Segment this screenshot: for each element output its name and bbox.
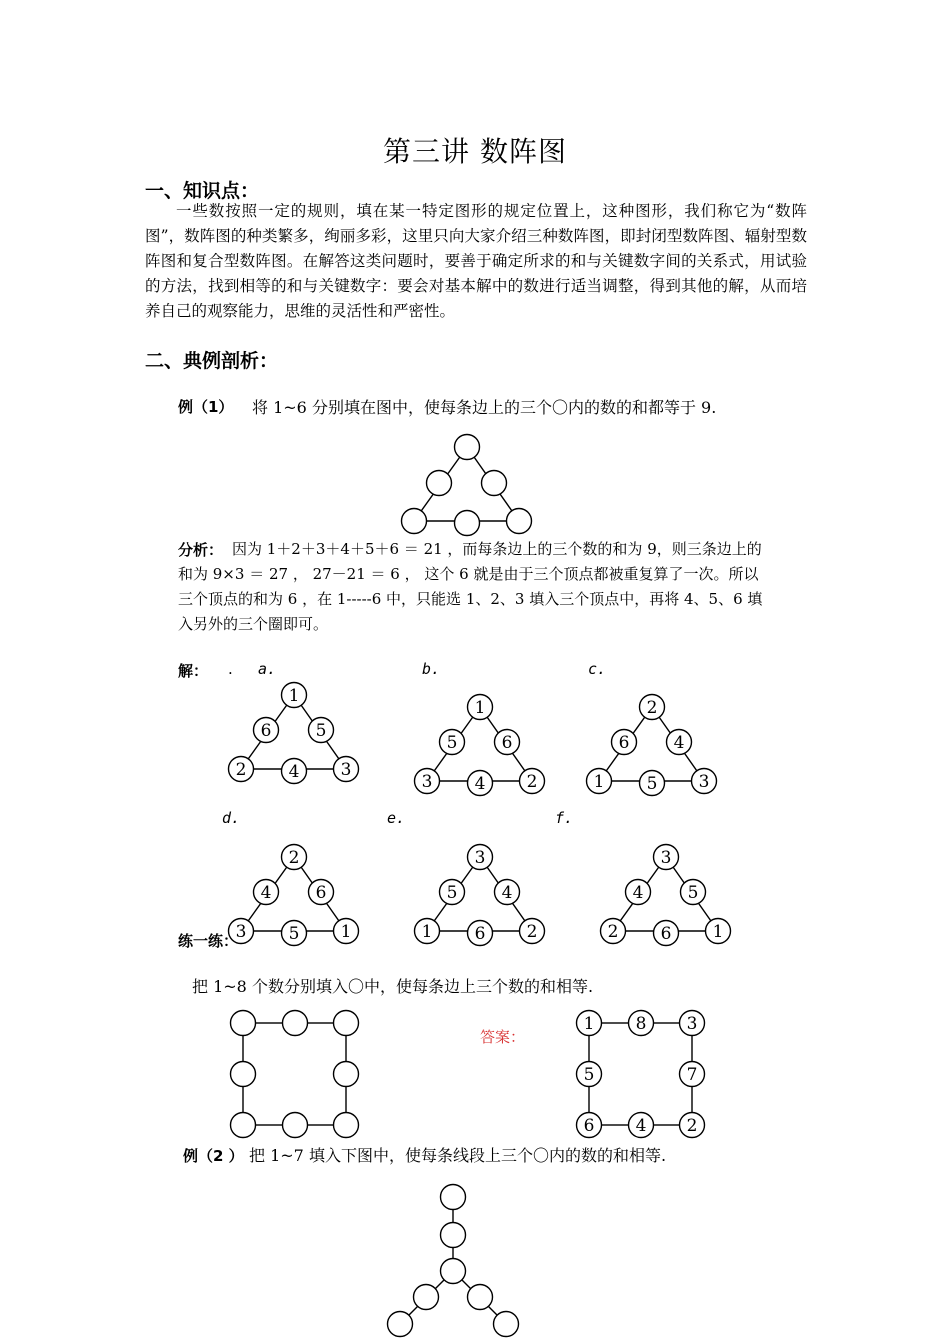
number-circle — [681, 880, 706, 905]
number-circle — [229, 757, 254, 782]
svg-text:2: 2 — [607, 922, 619, 942]
svg-text:1: 1 — [712, 922, 724, 942]
svg-text:1: 1 — [474, 698, 486, 718]
number-circle — [692, 769, 717, 794]
svg-text:6: 6 — [660, 924, 672, 944]
answer-number-circle — [680, 1113, 705, 1138]
svg-text:1: 1 — [593, 772, 605, 792]
example2-label: 例（2 ） — [183, 1147, 244, 1165]
solution-tag-a: a. — [258, 660, 277, 678]
svg-text:3: 3 — [698, 772, 710, 792]
svg-text:6: 6 — [260, 721, 272, 741]
number-circle — [440, 730, 465, 755]
svg-text:5: 5 — [446, 733, 458, 753]
solution-tag-c: c. — [588, 660, 607, 678]
svg-text:1: 1 — [340, 922, 352, 942]
number-circle — [282, 921, 307, 946]
practice-label: 练一练： — [178, 932, 239, 950]
number-circle — [495, 730, 520, 755]
svg-text:8: 8 — [635, 1014, 647, 1034]
answer-number-circle — [629, 1011, 654, 1036]
number-circle — [640, 695, 665, 720]
svg-text:3: 3 — [340, 760, 352, 780]
answer-square-diagram — [570, 1004, 715, 1144]
number-circle — [706, 919, 731, 944]
number-circle — [309, 718, 334, 743]
practice-text: 把 1~8 个数分别填入〇中，使每条边上三个数的和相等. — [192, 977, 594, 996]
svg-text:2: 2 — [526, 772, 538, 792]
number-circle — [254, 880, 279, 905]
number-circle — [601, 919, 626, 944]
svg-text:5: 5 — [288, 924, 300, 944]
svg-text:5: 5 — [646, 774, 658, 794]
knowledge-paragraph — [145, 199, 807, 324]
analysis-line-4: 入另外的三个圈即可。 — [178, 615, 329, 633]
svg-text:3: 3 — [235, 922, 247, 942]
number-circle — [254, 718, 279, 743]
practice-square-diagram — [224, 1004, 369, 1144]
answer-number-circle — [680, 1011, 705, 1036]
example2-radial-diagram — [380, 1176, 530, 1342]
analysis-line-2: 和为 9×3 ＝ 27 ， 27－21 ＝ 6 ， 这个 6 就是由于三个顶点都被重复算了一次。所以 — [178, 565, 759, 583]
svg-text:3: 3 — [421, 772, 433, 792]
svg-text:2: 2 — [288, 848, 300, 868]
number-circle — [626, 880, 651, 905]
section-heading-examples: 二、典例剖析： — [145, 350, 279, 372]
svg-text:5: 5 — [687, 883, 699, 903]
svg-text:4: 4 — [632, 883, 644, 903]
svg-text:6: 6 — [474, 924, 486, 944]
answer-number-circle — [577, 1011, 602, 1036]
solution-triangle-a — [222, 680, 367, 790]
number-circle — [654, 845, 679, 870]
number-circle — [468, 695, 493, 720]
svg-text:5: 5 — [315, 721, 327, 741]
svg-text:6: 6 — [501, 733, 513, 753]
analysis-line-1: 因为 1＋2＋3＋4＋5＋6 ＝ 21 ，而每条边上的三个数的和为 9，则三条边上的 — [232, 540, 762, 558]
answer-number-circle — [680, 1062, 705, 1087]
svg-text:6: 6 — [618, 733, 630, 753]
example1-triangle-diagram — [395, 430, 540, 540]
svg-text:4: 4 — [673, 733, 685, 753]
svg-text:5: 5 — [446, 883, 458, 903]
number-circle — [415, 919, 440, 944]
svg-text:4: 4 — [260, 883, 272, 903]
svg-text:2: 2 — [686, 1116, 698, 1136]
answer-number-circle — [577, 1062, 602, 1087]
analysis-label: 分析： — [178, 541, 224, 559]
svg-text:6: 6 — [315, 883, 327, 903]
svg-text:4: 4 — [288, 762, 300, 782]
solution-tag-d: d. — [222, 809, 241, 827]
svg-text:3: 3 — [660, 848, 672, 868]
number-circle — [309, 880, 334, 905]
svg-text:6: 6 — [583, 1116, 595, 1136]
solution-triangle-b — [408, 692, 553, 802]
number-circle — [520, 769, 545, 794]
knowledge-text: 一些数按照一定的规则，填在某一特定图形的规定位置上，这种图形，我们称它为“数阵图”，数阵图的种类繁多，绚丽多彩，这里只向大家介绍三种数阵图，即封闭型数阵图、辐射型数阵图和复合型数阵图。在解答这类问题时，要善于确定所求的和与关键数字间的关系式，用试验的方法，找到相等的和与关键数字：要会对基本解中的数进行适当调整，得到其他的解，从而培养自己的观察能力，思维的灵活性和严密性。 — [145, 202, 807, 320]
svg-text:5: 5 — [583, 1065, 595, 1085]
example1-text: 将 1~6 分别填在图中，使每条边上的三个〇内的数的和都等于 9. — [252, 398, 717, 417]
analysis-line-3: 三个顶点的和为 6 ，在 1-----6 中，只能选 1、2、3 填入三个顶点中，再将 4、5、6 填 — [178, 590, 763, 608]
solution-tag-b: b. — [422, 660, 441, 678]
svg-text:1: 1 — [421, 922, 433, 942]
example1-label: 例（1） — [178, 398, 234, 416]
svg-text:1: 1 — [583, 1014, 595, 1034]
number-circle — [282, 759, 307, 784]
answer-label: 答案： — [480, 1028, 526, 1046]
number-circle — [334, 757, 359, 782]
number-circle — [495, 880, 520, 905]
svg-text:7: 7 — [686, 1065, 698, 1085]
answer-number-circle — [629, 1113, 654, 1138]
number-circle — [282, 683, 307, 708]
solution-triangle-d — [222, 842, 367, 952]
number-circle — [415, 769, 440, 794]
number-circle — [468, 845, 493, 870]
svg-text:1: 1 — [288, 686, 300, 706]
answer-number-circle — [577, 1113, 602, 1138]
number-circle — [468, 771, 493, 796]
svg-text:2: 2 — [646, 698, 658, 718]
number-circle — [667, 730, 692, 755]
solution-label: 解： — [178, 662, 209, 680]
solution-triangle-f — [594, 842, 739, 952]
number-circle — [440, 880, 465, 905]
number-circle — [282, 845, 307, 870]
svg-text:2: 2 — [235, 760, 247, 780]
svg-text:4: 4 — [635, 1116, 647, 1136]
number-circle — [640, 771, 665, 796]
number-circle — [654, 921, 679, 946]
number-circle — [612, 730, 637, 755]
page-title: 第三讲 数阵图 — [383, 135, 567, 168]
solution-tag-f: f. — [555, 809, 574, 827]
solution-triangle-c — [580, 692, 725, 802]
example2-text: 把 1~7 填入下图中，使每条线段上三个〇内的数的和相等. — [249, 1146, 667, 1165]
number-circle — [334, 919, 359, 944]
solution-triangle-e — [408, 842, 553, 952]
number-circle — [468, 921, 493, 946]
svg-text:3: 3 — [474, 848, 486, 868]
svg-text:3: 3 — [686, 1014, 698, 1034]
svg-text:4: 4 — [474, 774, 486, 794]
svg-text:4: 4 — [501, 883, 513, 903]
section-heading-knowledge: 一、知识点： — [145, 180, 260, 202]
number-circle — [520, 919, 545, 944]
solution-tag-e: e. — [387, 809, 406, 827]
svg-text:2: 2 — [526, 922, 538, 942]
solution-dot: . — [228, 660, 233, 678]
number-circle — [587, 769, 612, 794]
